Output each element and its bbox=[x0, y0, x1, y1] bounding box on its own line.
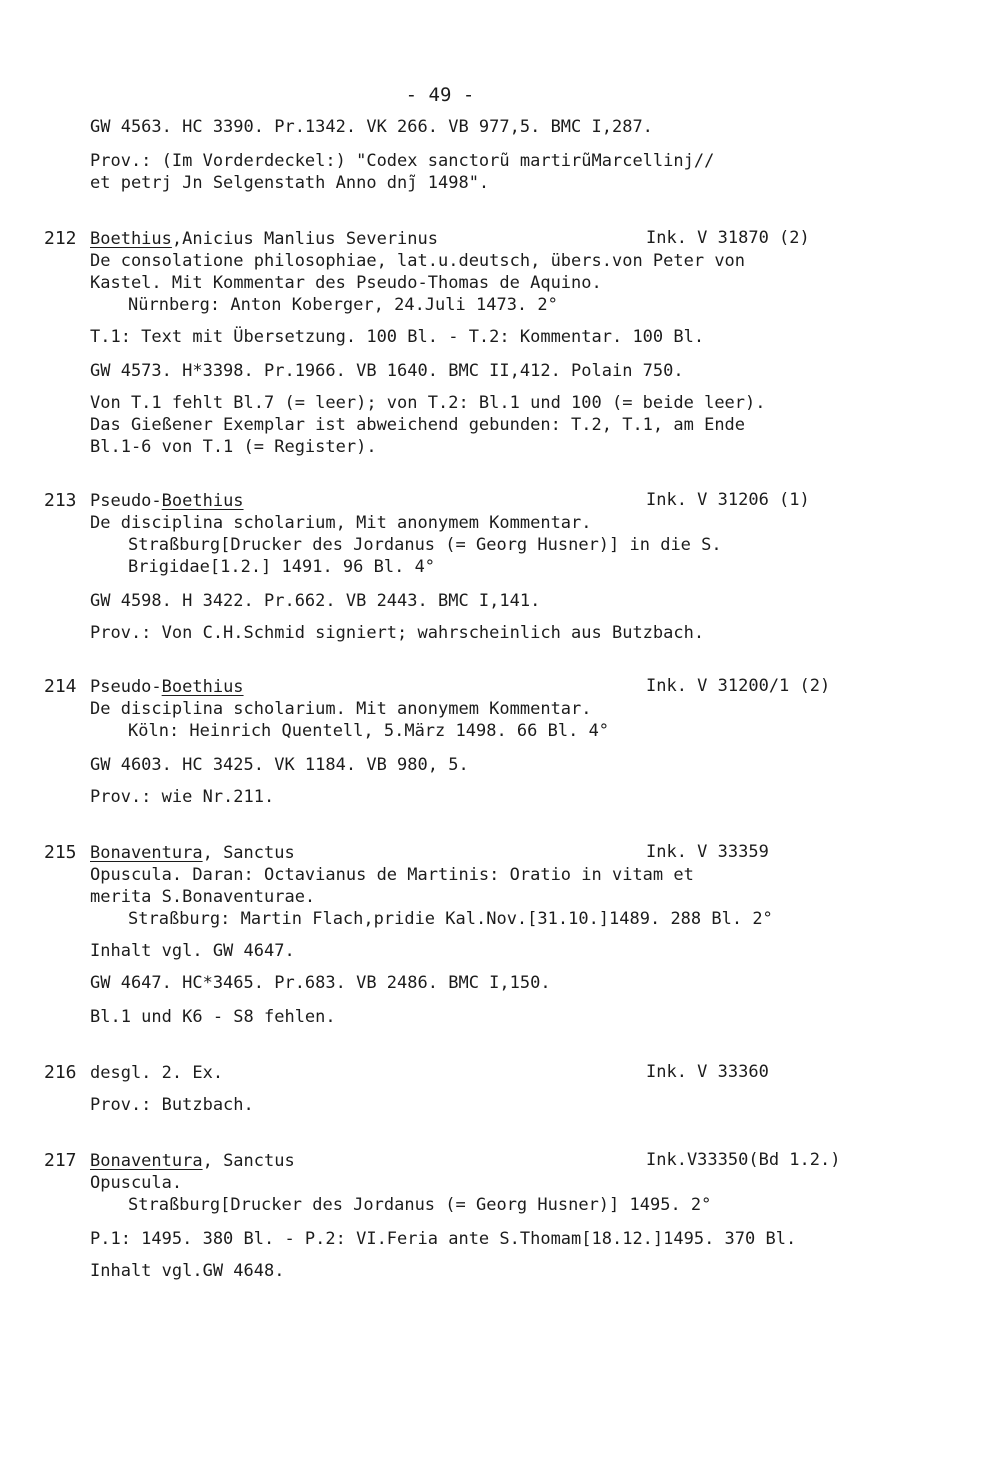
shelfmark: Ink.V33350(Bd 1.2.) bbox=[646, 1150, 841, 1170]
entry-number: 214 bbox=[44, 676, 77, 697]
author-heading bbox=[90, 490, 244, 512]
title-line: De disciplina scholarium. Mit anonymem Kommentar. bbox=[90, 699, 592, 719]
collation-line: T.1: Text mit Übersetzung. 100 Bl. - T.2: Kommentar. 100 Bl. bbox=[90, 327, 705, 347]
author-forenames: , Sanctus bbox=[202, 1151, 295, 1171]
references-line: GW 4563. HC 3390. Pr.1342. VK 266. VB 977,5. BMC I,287. bbox=[90, 117, 653, 137]
author-name: Boethius bbox=[161, 677, 244, 697]
author-name: Boethius bbox=[161, 491, 244, 511]
shelfmark: Ink. V 31200/1 (2) bbox=[646, 676, 831, 696]
references-line: GW 4573. H*3398. Pr.1966. VB 1640. BMC II,412. Polain 750. bbox=[90, 361, 684, 381]
note-line: Von T.1 fehlt Bl.7 (= leer); von T.2: Bl.1 und 100 (= beide leer). bbox=[90, 393, 766, 413]
note-line: Inhalt vgl. GW 4647. bbox=[90, 941, 295, 961]
title-line: Opuscula. bbox=[90, 1173, 183, 1193]
collation-line: P.1: 1495. 380 Bl. - P.2: VI.Feria ante S.Thomam[18.12.]1495. 370 Bl. bbox=[90, 1229, 797, 1249]
author-heading bbox=[90, 676, 244, 698]
entry-number: 213 bbox=[44, 490, 77, 511]
entry-number: 212 bbox=[44, 228, 77, 249]
entry-number: 215 bbox=[44, 842, 77, 863]
author-forenames: ,Anicius Manlius Severinus bbox=[171, 229, 438, 249]
title-line: merita S.Bonaventurae. bbox=[90, 887, 316, 907]
note-line: Inhalt vgl.GW 4648. bbox=[90, 1261, 285, 1281]
page-number: - 49 - bbox=[405, 84, 475, 106]
author-name: Bonaventura bbox=[90, 1151, 203, 1171]
imprint-line: Straßburg[Drucker des Jordanus (= Georg Husner)] 1495. 2° bbox=[128, 1195, 712, 1215]
shelfmark: Ink. V 33360 bbox=[646, 1062, 769, 1082]
title-line: De disciplina scholarium, Mit anonymem Kommentar. bbox=[90, 513, 592, 533]
author-name: Boethius bbox=[90, 229, 172, 249]
provenance-line: Prov.: wie Nr.211. bbox=[90, 787, 275, 807]
shelfmark: Ink. V 31206 (1) bbox=[646, 490, 810, 510]
provenance-line: Prov.: Butzbach. bbox=[90, 1095, 254, 1115]
provenance-line: Prov.: (Im Vorderdeckel:) "Codex sanctorũ martirũMarcellinj// bbox=[90, 151, 715, 171]
imprint-line: Straßburg[Drucker des Jordanus (= Georg Husner)] in die S. bbox=[128, 535, 722, 555]
author-name: Bonaventura bbox=[90, 843, 203, 863]
shelfmark: Ink. V 31870 (2) bbox=[646, 228, 810, 248]
title-line: Opuscula. Daran: Octavianus de Martinis: Oratio in vitam et bbox=[90, 865, 694, 885]
title-line: Kastel. Mit Kommentar des Pseudo-Thomas de Aquino. bbox=[90, 273, 602, 293]
shelfmark: Ink. V 33359 bbox=[646, 842, 769, 862]
references-line: GW 4598. H 3422. Pr.662. VB 2443. BMC I,141. bbox=[90, 591, 541, 611]
entry-number: 216 bbox=[44, 1062, 77, 1083]
author-prefix: Pseudo- bbox=[90, 677, 162, 697]
note-line: Bl.1 und K6 - S8 fehlen. bbox=[90, 1007, 336, 1027]
references-line: GW 4603. HC 3425. VK 1184. VB 980, 5. bbox=[90, 755, 469, 775]
provenance-line: et petrj Jn Selgenstath Anno dnj̃ 1498". bbox=[90, 173, 490, 193]
imprint-line: Straßburg: Martin Flach,pridie Kal.Nov.[31.10.]1489. 288 Bl. 2° bbox=[128, 909, 773, 929]
imprint-line: Köln: Heinrich Quentell, 5.März 1498. 66 Bl. 4° bbox=[128, 721, 610, 741]
title-line: De consolatione philosophiae, lat.u.deutsch, übers.von Peter von bbox=[90, 251, 746, 271]
author-heading bbox=[90, 228, 438, 250]
note-line: Das Gießener Exemplar ist abweichend gebunden: T.2, T.1, am Ende bbox=[90, 415, 746, 435]
author-heading bbox=[90, 842, 295, 864]
imprint-line: Brigidae[1.2.] 1491. 96 Bl. 4° bbox=[128, 557, 436, 577]
author-prefix: Pseudo- bbox=[90, 491, 162, 511]
note-line: Bl.1-6 von T.1 (= Register). bbox=[90, 437, 377, 457]
entry-number: 217 bbox=[44, 1150, 77, 1171]
author-heading bbox=[90, 1150, 295, 1172]
imprint-line: Nürnberg: Anton Koberger, 24.Juli 1473. 2° bbox=[128, 295, 558, 315]
author-forenames: , Sanctus bbox=[202, 843, 295, 863]
provenance-line: Prov.: Von C.H.Schmid signiert; wahrscheinlich aus Butzbach. bbox=[90, 623, 705, 643]
references-line: GW 4647. HC*3465. Pr.683. VB 2486. BMC I,150. bbox=[90, 973, 551, 993]
title-line: desgl. 2. Ex. bbox=[90, 1063, 224, 1083]
